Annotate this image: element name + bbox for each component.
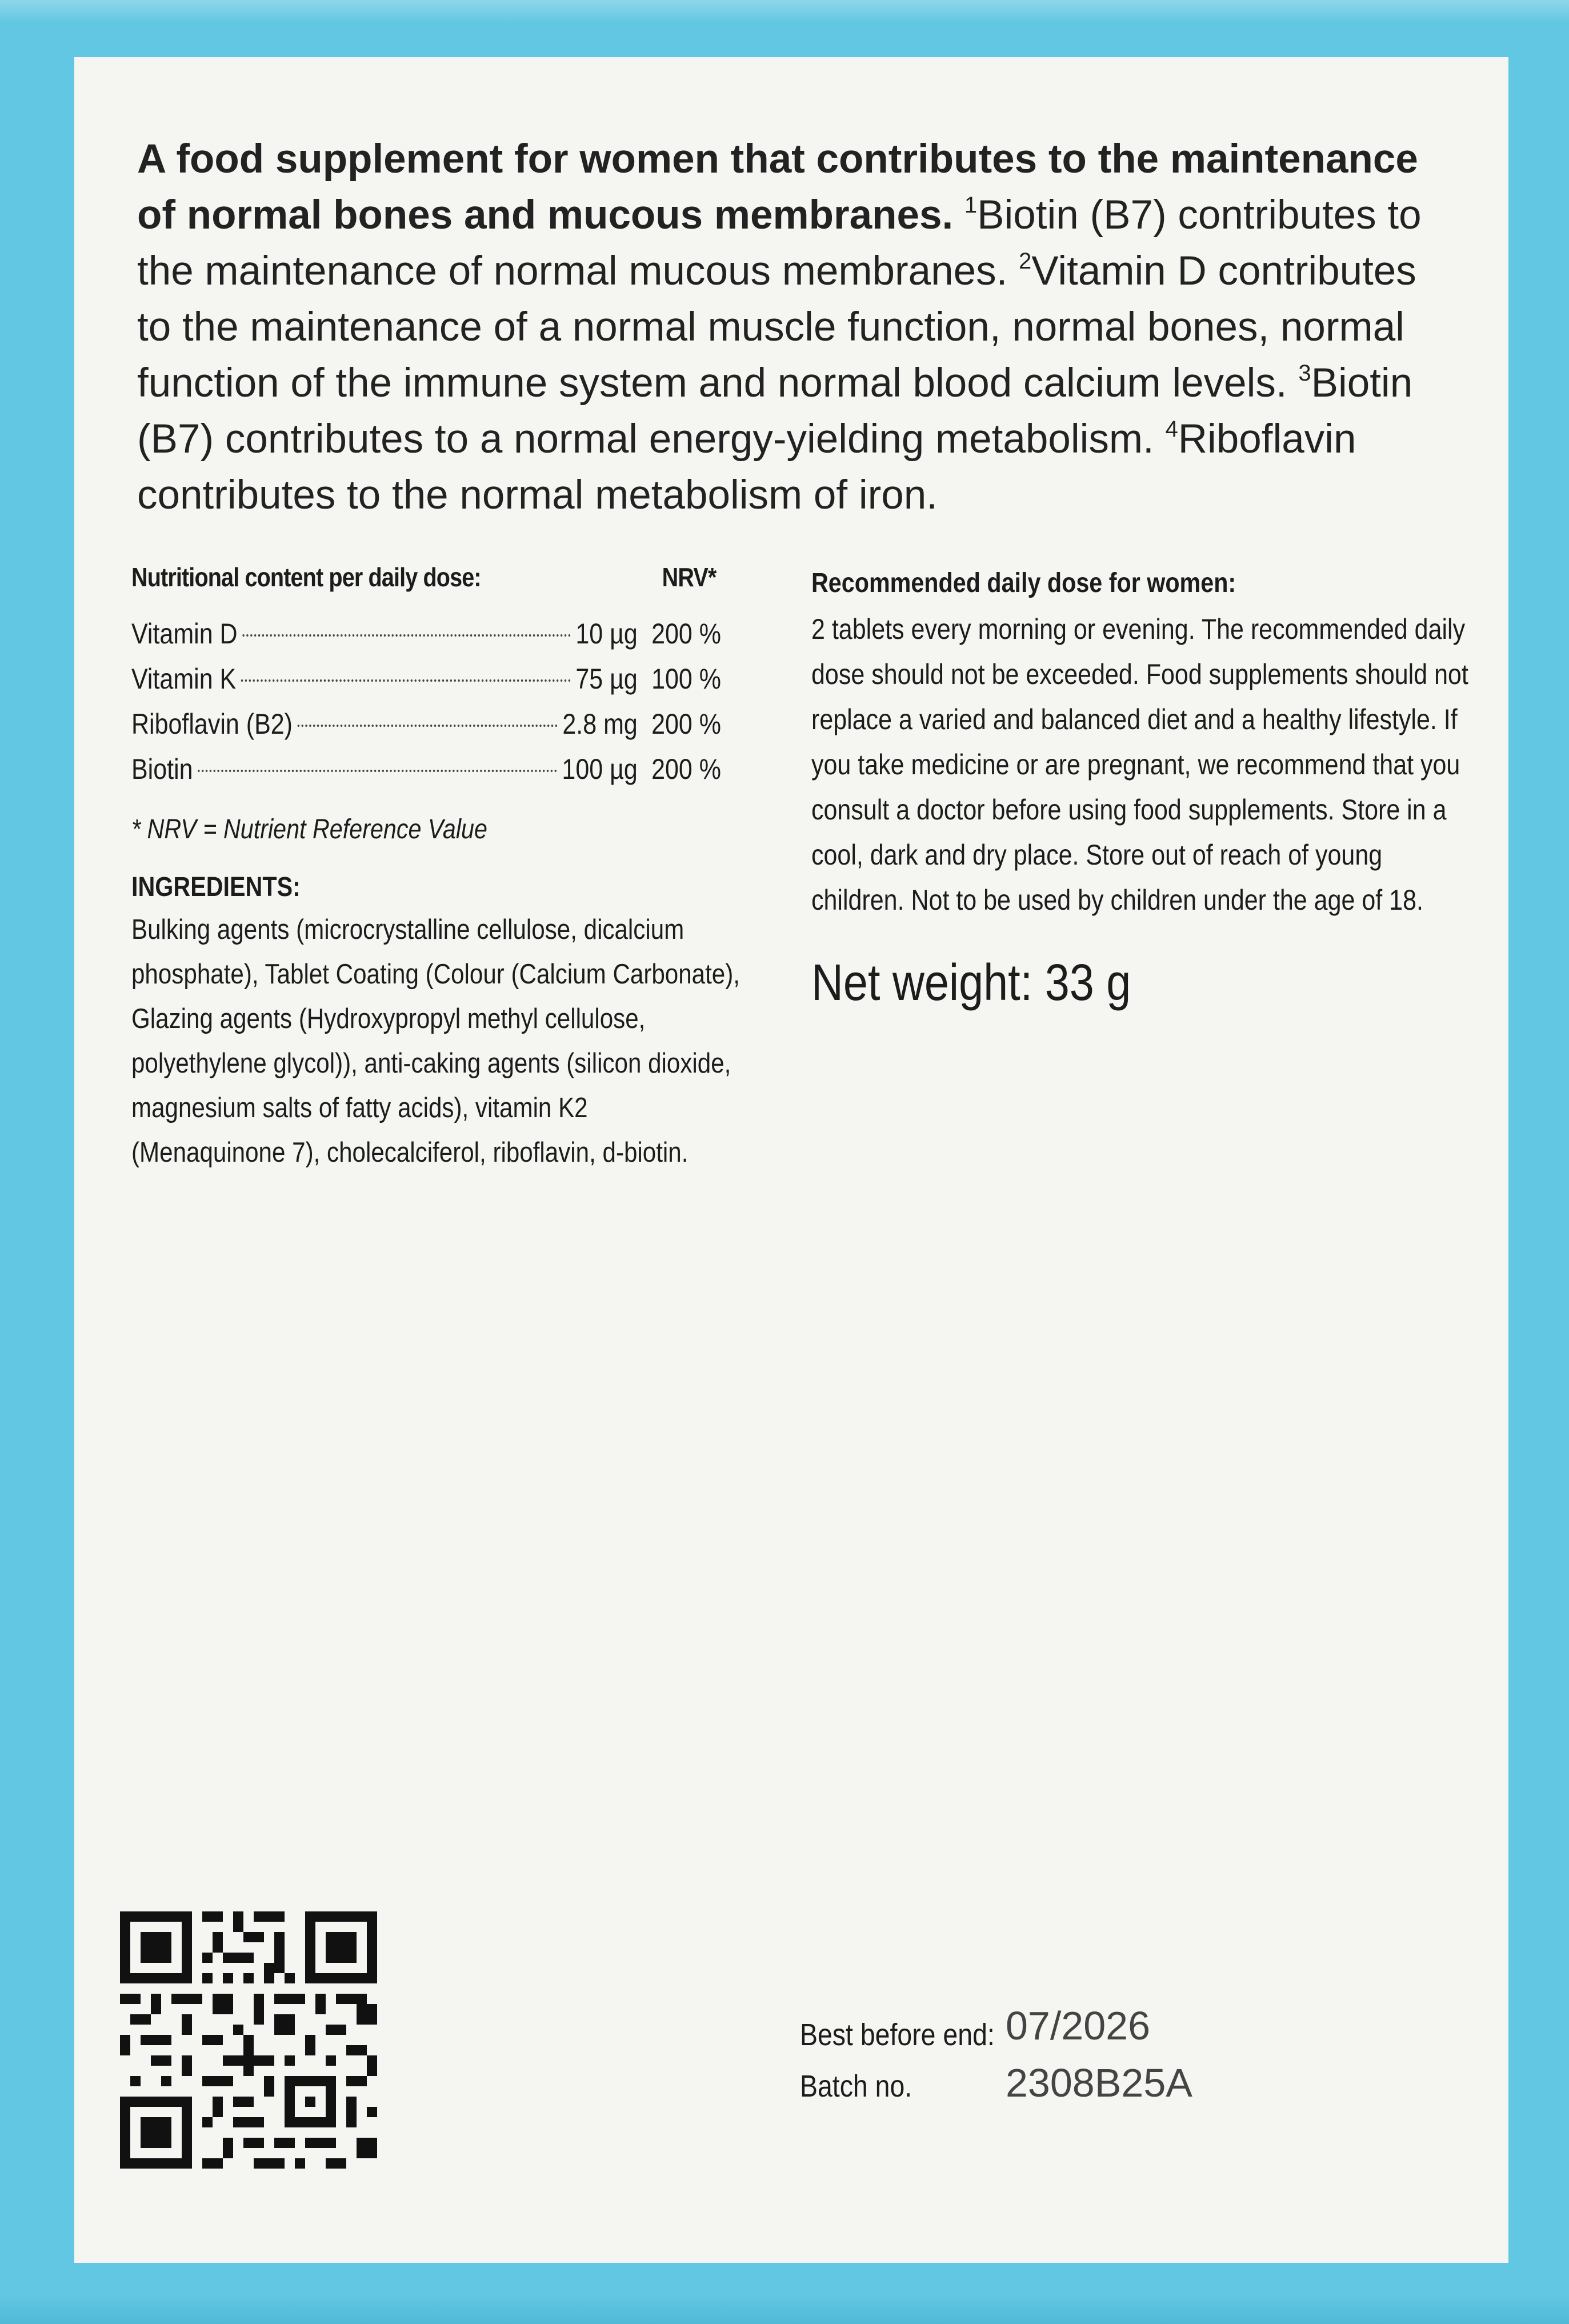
claim-sup: 2: [1019, 249, 1032, 274]
ingredients-heading: INGREDIENTS:: [131, 872, 301, 902]
nutrient-nrv: 100 %: [651, 663, 721, 695]
ingredients-text: Bulking agents (microcrystalline cellulose, dicalcium phosphate), Tablet Coating (Colour (Calcium Carbonate), Glazing agents (Hydroxypropyl methyl cellulose, polyethylene glycol)), anti-caking agents (silicon dioxide, magnesium salts of fatty acids), vitamin K2 (Menaquinone 7), cholecalciferol, riboflavin, d-biotin.: [131, 914, 740, 1168]
best-before-value: 07/2026: [1006, 2003, 1151, 2048]
nutrition-row: [131, 611, 721, 657]
claim-text: Biotin (B7) contributes to a normal energy-yielding metabolism.: [137, 361, 1413, 462]
nutrient-name: Vitamin K: [131, 663, 237, 695]
nutrition-heading: Nutritional content per daily dose:: [131, 562, 481, 592]
dot-leader: [242, 634, 571, 637]
nutrition-table: [131, 611, 749, 792]
nutrient-nrv: 200 %: [651, 708, 721, 740]
intro-paragraph: [137, 131, 1446, 523]
nutrient-amount: 10 µg: [575, 618, 638, 650]
nutrient-nrv: 200 %: [651, 618, 721, 650]
left-column: [131, 560, 749, 1175]
dot-leader: [198, 770, 557, 772]
claim-sup: 1: [964, 193, 978, 218]
nutrient-name: Biotin: [131, 753, 193, 785]
nrv-footnote: * NRV = Nutrient Reference Value: [131, 814, 487, 845]
nutrition-header: [131, 560, 716, 594]
nrv-heading: NRV*: [662, 562, 717, 592]
nutrient-name: Riboflavin (B2): [131, 708, 293, 740]
nutrient-amount: 2.8 mg: [562, 708, 638, 740]
nutrition-row: [131, 747, 721, 792]
nutrition-row: [131, 657, 721, 702]
dose-heading: Recommended daily dose for women:: [811, 568, 1236, 598]
intro-headline: A food supplement for women that contributes to the maintenance of normal bones and mucous membranes.: [137, 137, 1418, 238]
nutrition-row: [131, 702, 721, 747]
dose-text: 2 tablets every morning or evening. The recommended daily dose should not be exceeded. Food supplements should not replace a varied and balanced diet and a healthy lifestyle. If you take medicine or are pregnant, we recommend that you consult a doctor before using food supplements. Store in a cool, dark and dry place. Store out of reach of young children. Not to be used by children under the age of 18.: [811, 613, 1468, 916]
nutrient-amount: 75 µg: [575, 663, 638, 695]
net-weight: Net weight: 33 g: [811, 954, 1131, 1011]
claim-text: Vitamin D contributes to the maintenance of a normal muscle function, normal bones, normal function of the immune system and normal blood calcium levels.: [137, 249, 1416, 406]
claim-sup: 4: [1165, 417, 1178, 442]
batch-value: 2308B25A: [1006, 2061, 1192, 2105]
right-column: [811, 560, 1468, 1014]
nutrient-name: Vitamin D: [131, 618, 238, 650]
dot-leader: [241, 679, 571, 682]
label-panel: [74, 57, 1508, 2263]
best-before-label: Best before end:: [800, 2018, 995, 2052]
batch-label: Batch no.: [800, 2069, 912, 2103]
claim-text: Riboflavin contributes to the normal metabolism of iron.: [137, 417, 1356, 518]
claim-text: Biotin (B7) contributes to the maintenance of normal mucous membranes.: [137, 193, 1422, 294]
qr-code-icon: [120, 1911, 377, 2169]
nutrient-nrv: 200 %: [651, 753, 721, 785]
claim-sup: 3: [1298, 361, 1311, 386]
dot-leader: [298, 725, 558, 727]
nutrient-amount: 100 µg: [562, 753, 638, 785]
